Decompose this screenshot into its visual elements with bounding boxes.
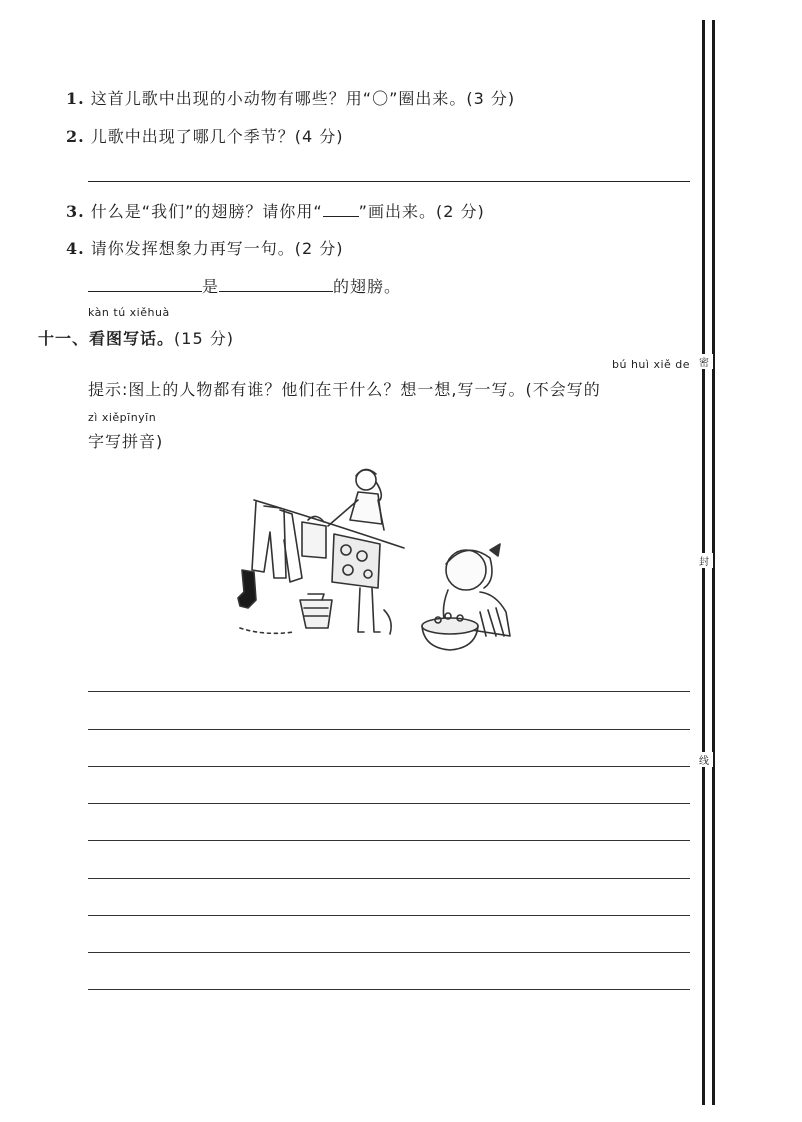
writing-line[interactable]: [88, 691, 690, 692]
question-text: 儿歌中出现了哪几个季节？(4 分): [90, 127, 344, 146]
laundry-illustration: [234, 460, 524, 660]
writing-line[interactable]: [88, 766, 690, 767]
word-wings: 的翅膀。: [333, 277, 402, 296]
writing-line[interactable]: [88, 840, 690, 841]
question-1: [66, 86, 515, 109]
binding-label-xian: 线: [695, 752, 713, 767]
question-text-after: ”画出来。(2 分): [358, 202, 485, 221]
prompt-line-2: 字写拼音): [88, 432, 164, 451]
question-3: [66, 199, 485, 222]
question-number: 2.: [66, 127, 85, 146]
prompt-pinyin-2: zì xiěpīnyīn: [88, 411, 157, 424]
blank-subject[interactable]: [88, 277, 202, 292]
question-4: [66, 236, 344, 259]
underline-sample: [323, 202, 359, 217]
question-text: 请你发挥想象力再写一句。(2 分): [90, 239, 344, 258]
writing-line[interactable]: [88, 803, 690, 804]
prompt-pinyin-1: bú huì xiě de: [612, 358, 691, 371]
writing-line[interactable]: [88, 878, 690, 879]
section-title: [38, 326, 234, 349]
blank-object[interactable]: [219, 277, 333, 292]
writing-line[interactable]: [88, 952, 690, 953]
question-number: 3.: [66, 202, 85, 221]
question-number: 1.: [66, 89, 85, 108]
writing-line[interactable]: [88, 729, 690, 730]
binding-label-feng: 封: [695, 553, 713, 568]
question-number: 4.: [66, 239, 85, 258]
answer-line-q2[interactable]: [88, 181, 690, 182]
binding-label-mi: 密: [695, 354, 713, 369]
word-is: 是: [202, 277, 220, 296]
writing-line[interactable]: [88, 915, 690, 916]
section-title-pinyin: kàn tú xiěhuà: [88, 306, 170, 319]
writing-line[interactable]: [88, 989, 690, 990]
section-heading: 看图写话。: [89, 329, 175, 348]
section-number: 十一、: [38, 329, 90, 348]
question-2: [66, 124, 344, 147]
question-text-before: 什么是“我们”的翅膀？请你用“: [90, 202, 323, 221]
fill-sentence: [88, 274, 401, 297]
section-points: (15 分): [174, 329, 234, 348]
prompt-line-1: 提示:图上的人物都有谁？他们在干什么？想一想,写一写。(不会写的: [88, 380, 601, 399]
question-text: 这首儿歌中出现的小动物有哪些？用“〇”圈出来。(3 分): [90, 89, 516, 108]
